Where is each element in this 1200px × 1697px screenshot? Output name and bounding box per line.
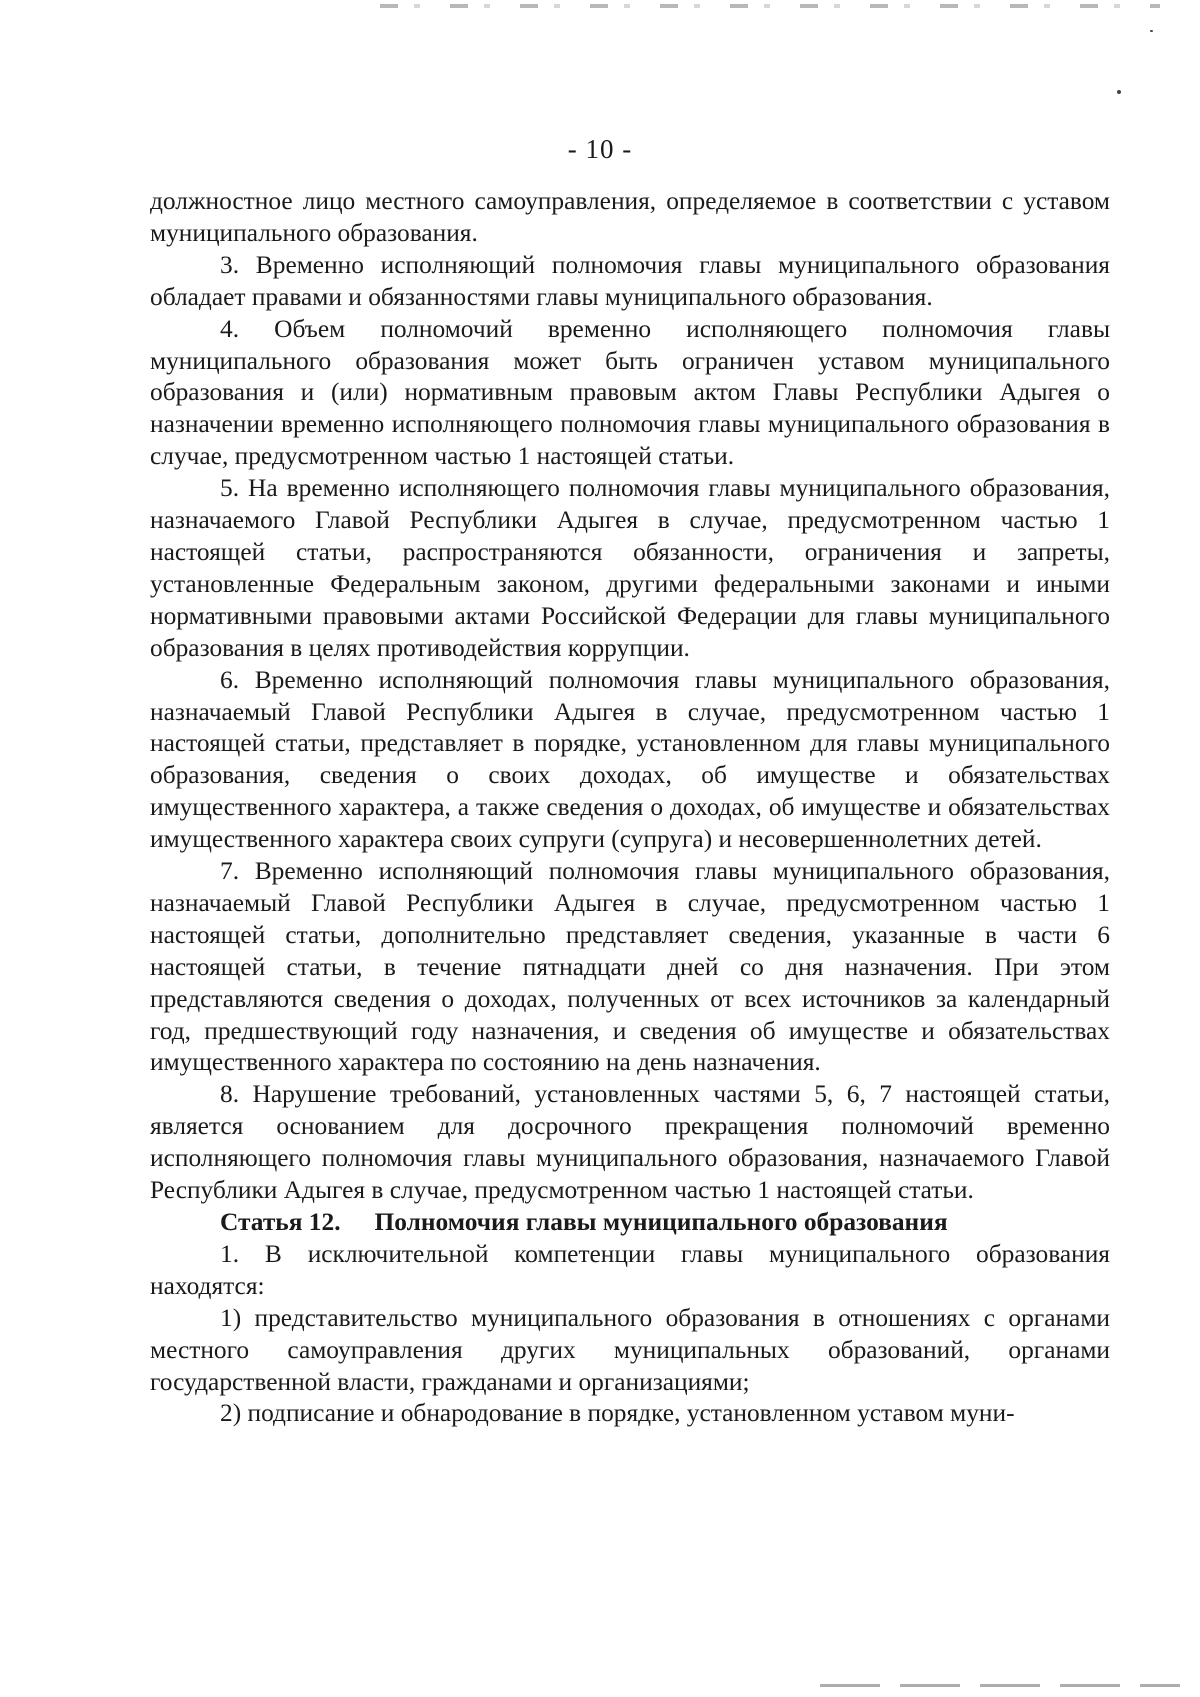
paragraph-6: 6. Временно исполняющий полномочия главы муниципального образования, назначаемый Главой Республики Адыгея в случае, предусмотренном частью 1 настоящей статьи, представляет в порядке, установленном для главы муниципального образования, сведения о своих доходах, об имуществе и обязательствах имущественного характера, а также сведения о доходах, об имуществе и обязательствах имущественного характера своих супруги (супруга) и несовершеннолетних детей. — [150, 665, 1110, 854]
document-body — [150, 186, 1110, 1430]
paragraph-4: 4. Объем полномочий временно исполняющего полномочия главы муниципального образования может быть ограничен уставом муниципального образования и (или) нормативным правовым актом Главы Республики Адыгея о назначении временно исполняющего полномочия главы муниципального образования в случае, предусмотренном частью 1 настоящей статьи. — [150, 314, 1110, 471]
article-title: Полномочия главы муниципального образования — [374, 1208, 948, 1236]
article-number: Статья 12. — [220, 1208, 341, 1236]
paragraph-continuation: должностное лицо местного самоуправления, определяемое в соответствии с уставом муниципального образования. — [150, 187, 1110, 247]
article-heading — [150, 1207, 1110, 1239]
paragraph-3: 3. Временно исполняющий полномочия главы муниципального образования обладает правами и обязанностями главы муниципального образования. — [150, 250, 1110, 311]
article-item-1: 1) представительство муниципального образования в отношениях с органами местного самоуправления других муниципальных образований, органами государственной власти, гражданами и организациями; — [150, 1303, 1110, 1396]
scan-artifact-bottom — [820, 1684, 1180, 1687]
paragraph-8: 8. Нарушение требований, установленных частями 5, 6, 7 настоящей статьи, является основанием для досрочного прекращения полномочий временно исполняющего полномочия главы муниципального образования, назначаемого Главой Республики Адыгея в случае, предусмотренном частью 1 настоящей статьи. — [150, 1080, 1110, 1205]
paragraph-7: 7. Временно исполняющий полномочия главы муниципального образования, назначаемый Главой Республики Адыгея в случае, предусмотренном частью 1 настоящей статьи, дополнительно представляет сведения, указанные в части 6 настоящей статьи, в течение пятнадцати дней со дня назначения. При этом представляются сведения о доходах, полученных от всех источников за календарный год, предшествующий году назначения, и сведения об имуществе и обязательствах имущественного характера по состоянию на день назначения. — [150, 857, 1110, 1077]
article-item-2: 2) подписание и обнародование в порядке, установленном уставом муни- — [220, 1399, 1015, 1428]
paragraph-5: 5. На временно исполняющего полномочия главы муниципального образования, назначаемого Главой Республики Адыгея в случае, предусмотренном частью 1 настоящей статьи, распространяются обязанности, ограничения и запреты, установленные Федеральным законом, другими федеральными законами и иными нормативными правовыми актами Российской Федерации для главы муниципального образования в целях противодействия коррупции. — [150, 474, 1110, 662]
article-paragraph-1: 1. В исключительной компетенции главы муниципального образования находятся: — [150, 1239, 1110, 1300]
scan-speck — [1117, 90, 1121, 94]
page-number: - 10 - — [567, 134, 633, 164]
scan-speck — [1150, 30, 1153, 32]
scan-artifact-top — [380, 4, 1160, 8]
